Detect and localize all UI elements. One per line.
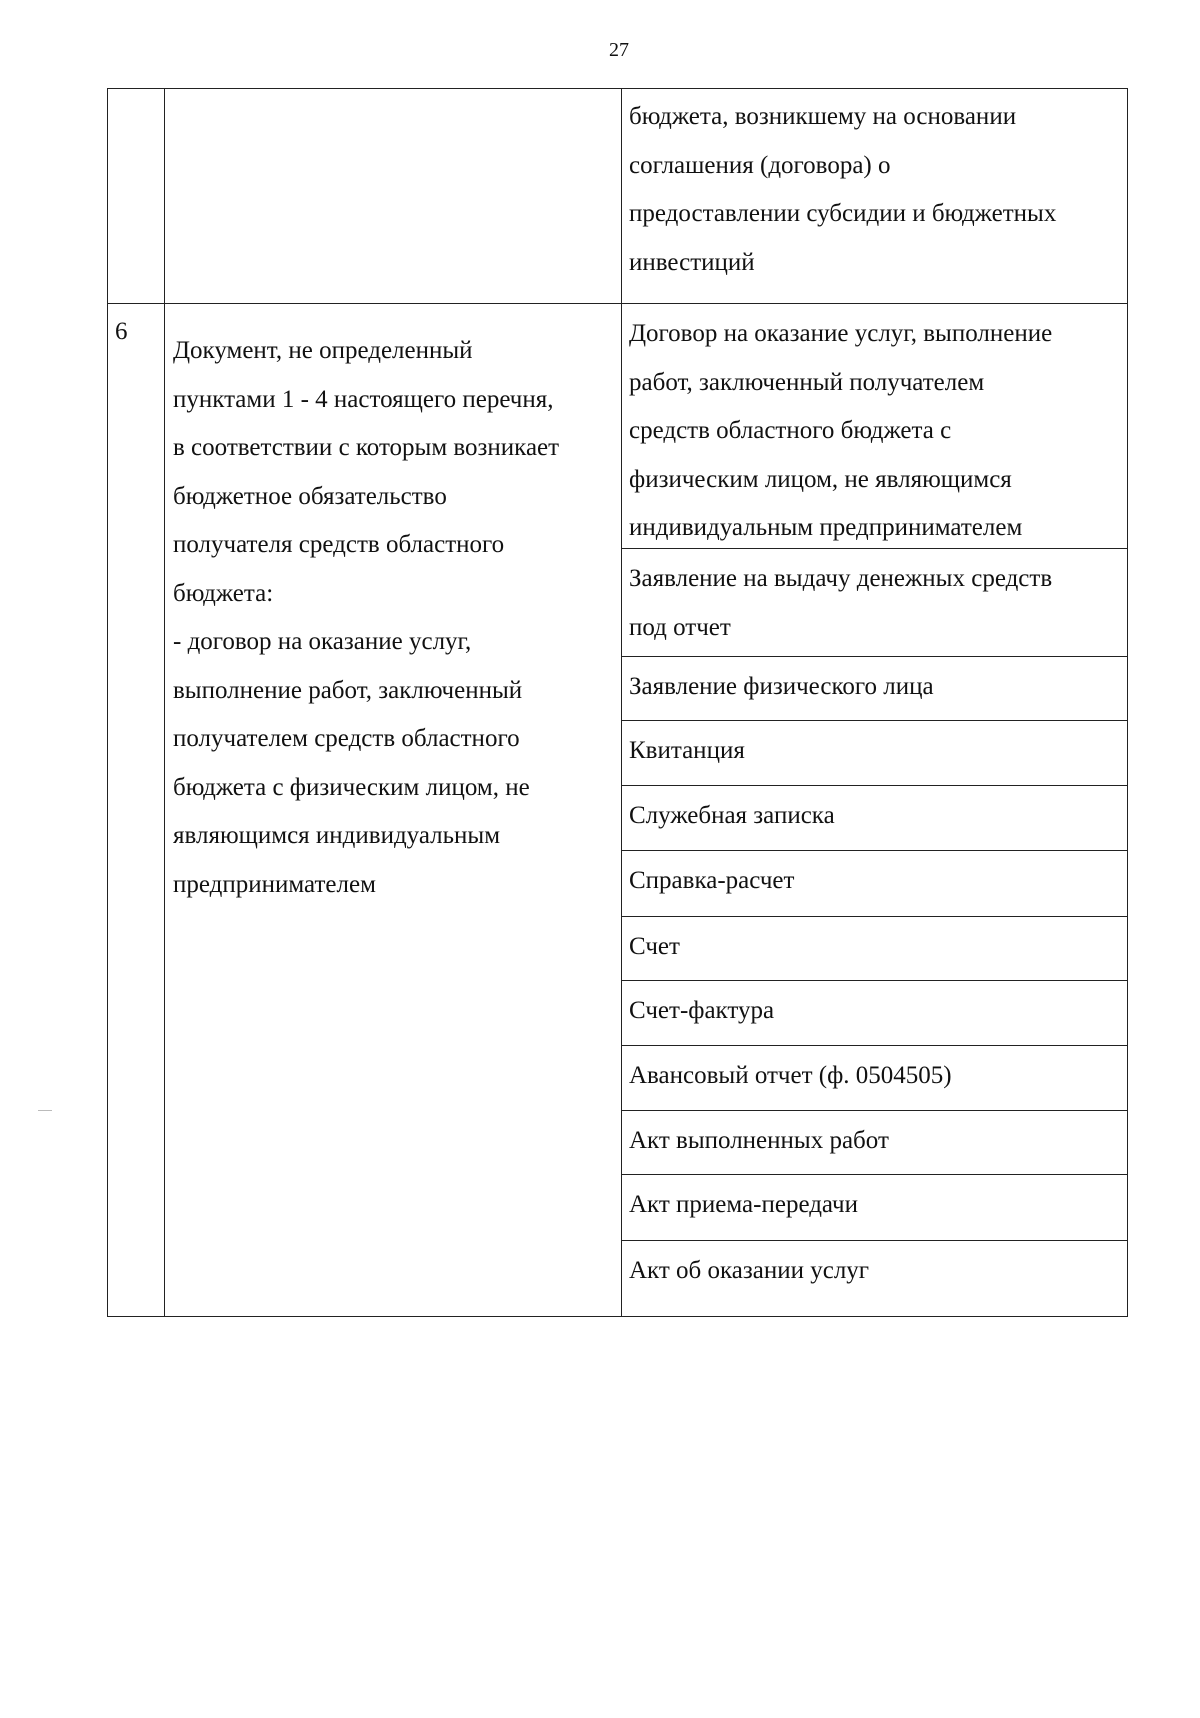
description-cell [165,89,622,303]
scan-edge-mark [38,1110,52,1111]
document-table [107,88,1128,1317]
document-item: Акт выполненных работ [622,1111,1127,1175]
document-item: Акт приема-передачи [622,1175,1127,1241]
document-item: Заявление физического лица [622,657,1127,721]
document-item: Акт об оказании услуг [629,1257,870,1284]
documents-cell [622,89,1127,303]
table-row-continuation [107,88,1128,304]
row-number-cell [108,89,165,303]
table-row-6 [107,304,1128,1317]
document-item: Квитанция [622,721,1127,786]
description-cell [165,304,622,1316]
page-number: 27 [609,39,629,61]
document-item: Авансовый отчет (ф. 0504505) [622,1046,1127,1111]
document-item: Договор на оказание услуг, выполнение работ, заключенный получателем средств областного бюджета с физическим лицом, не являющимся индивидуальным предпринимателем [622,304,1127,549]
document-item: Заявление на выдачу денежных средств под отчет [622,549,1127,657]
documents-list [622,304,1127,1316]
row-description: Документ, не определенный пунктами 1 - 4 настоящего перечня, в соответствии с которым возникает бюджетное обязательство получателя средств областного бюджета: - договор на оказание услуг, выполнение работ, заключенный получателем средств областного бюджета с физическим лицом, не являющимся индивидуальным предпринимателем [173,337,560,898]
row-number: 6 [108,304,165,1316]
document-item: Справка-расчет [622,851,1127,917]
document-item: Служебная записка [622,786,1127,851]
continuation-text: бюджета, возникшему на основании соглашения (договора) о предоставлении субсидии и бюджетных инвестиций [629,103,1057,276]
document-item: Счет [622,917,1127,981]
document-item: Счет-фактура [622,981,1127,1046]
